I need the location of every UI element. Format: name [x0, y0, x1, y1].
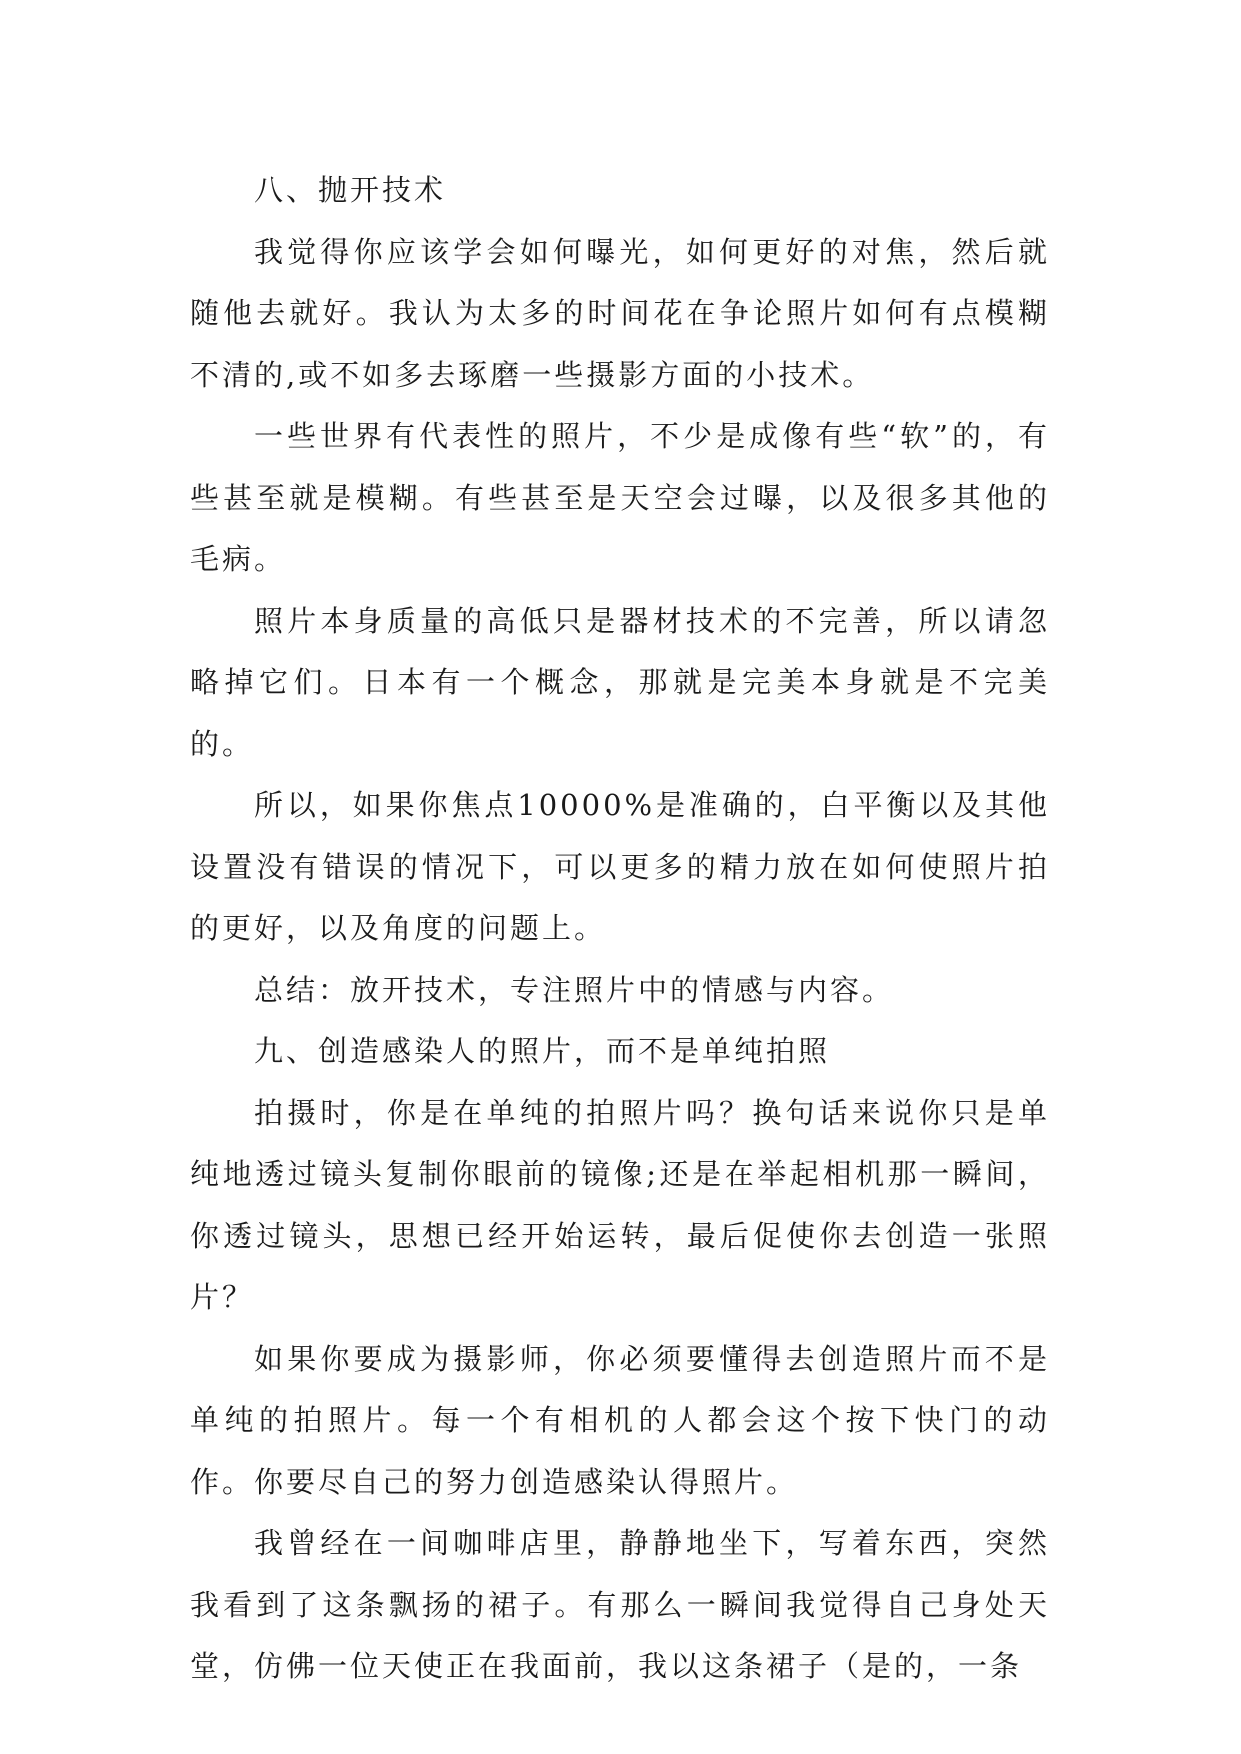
section-heading-9: 九、创造感染人的照片，而不是单纯拍照 [254, 1034, 831, 1068]
paragraph: 照片本身质量的高低只是器材技术的不完善，所以请忽略掉它们。日本有一个概念，那就是完美本身就是不完美的。 [190, 603, 1050, 761]
paragraph: 我觉得你应该学会如何曝光，如何更好的对焦，然后就随他去就好。我认为太多的时间花在争论照片如何有点模糊不清的,或不如多去琢磨一些摄影方面的小技术。 [190, 234, 1050, 392]
paragraph: 如果你要成为摄影师，你必须要懂得去创造照片而不是单纯的拍照片。每一个有相机的人都会这个按下快门的动作。你要尽自己的努力创造感染认得照片。 [190, 1341, 1050, 1499]
document-body [190, 160, 1050, 1698]
paragraph: 一些世界有代表性的照片，不少是成像有些“软”的，有些甚至就是模糊。有些甚至是天空会过曝，以及很多其他的毛病。 [190, 419, 1050, 576]
paragraph: 我曾经在一间咖啡店里，静静地坐下，写着东西，突然我看到了这条飘扬的裙子。有那么一瞬间我觉得自己身处天堂，仿佛一位天使正在我面前，我以这条裙子（是的，一条 [190, 1526, 1050, 1683]
section-heading-8: 八、抛开技术 [254, 173, 447, 207]
paragraph: 拍摄时，你是在单纯的拍照片吗？换句话来说你只是单纯地透过镜头复制你眼前的镜像;还是在举起相机那一瞬间，你透过镜头，思想已经开始运转，最后促使你去创造一张照片？ [190, 1095, 1050, 1314]
summary-paragraph: 总结：放开技术，专注照片中的情感与内容。 [254, 972, 895, 1007]
paragraph: 所以，如果你焦点10000%是准确的，白平衡以及其他设置没有错误的情况下，可以更多的精力放在如何使照片拍的更好，以及角度的问题上。 [190, 788, 1050, 945]
